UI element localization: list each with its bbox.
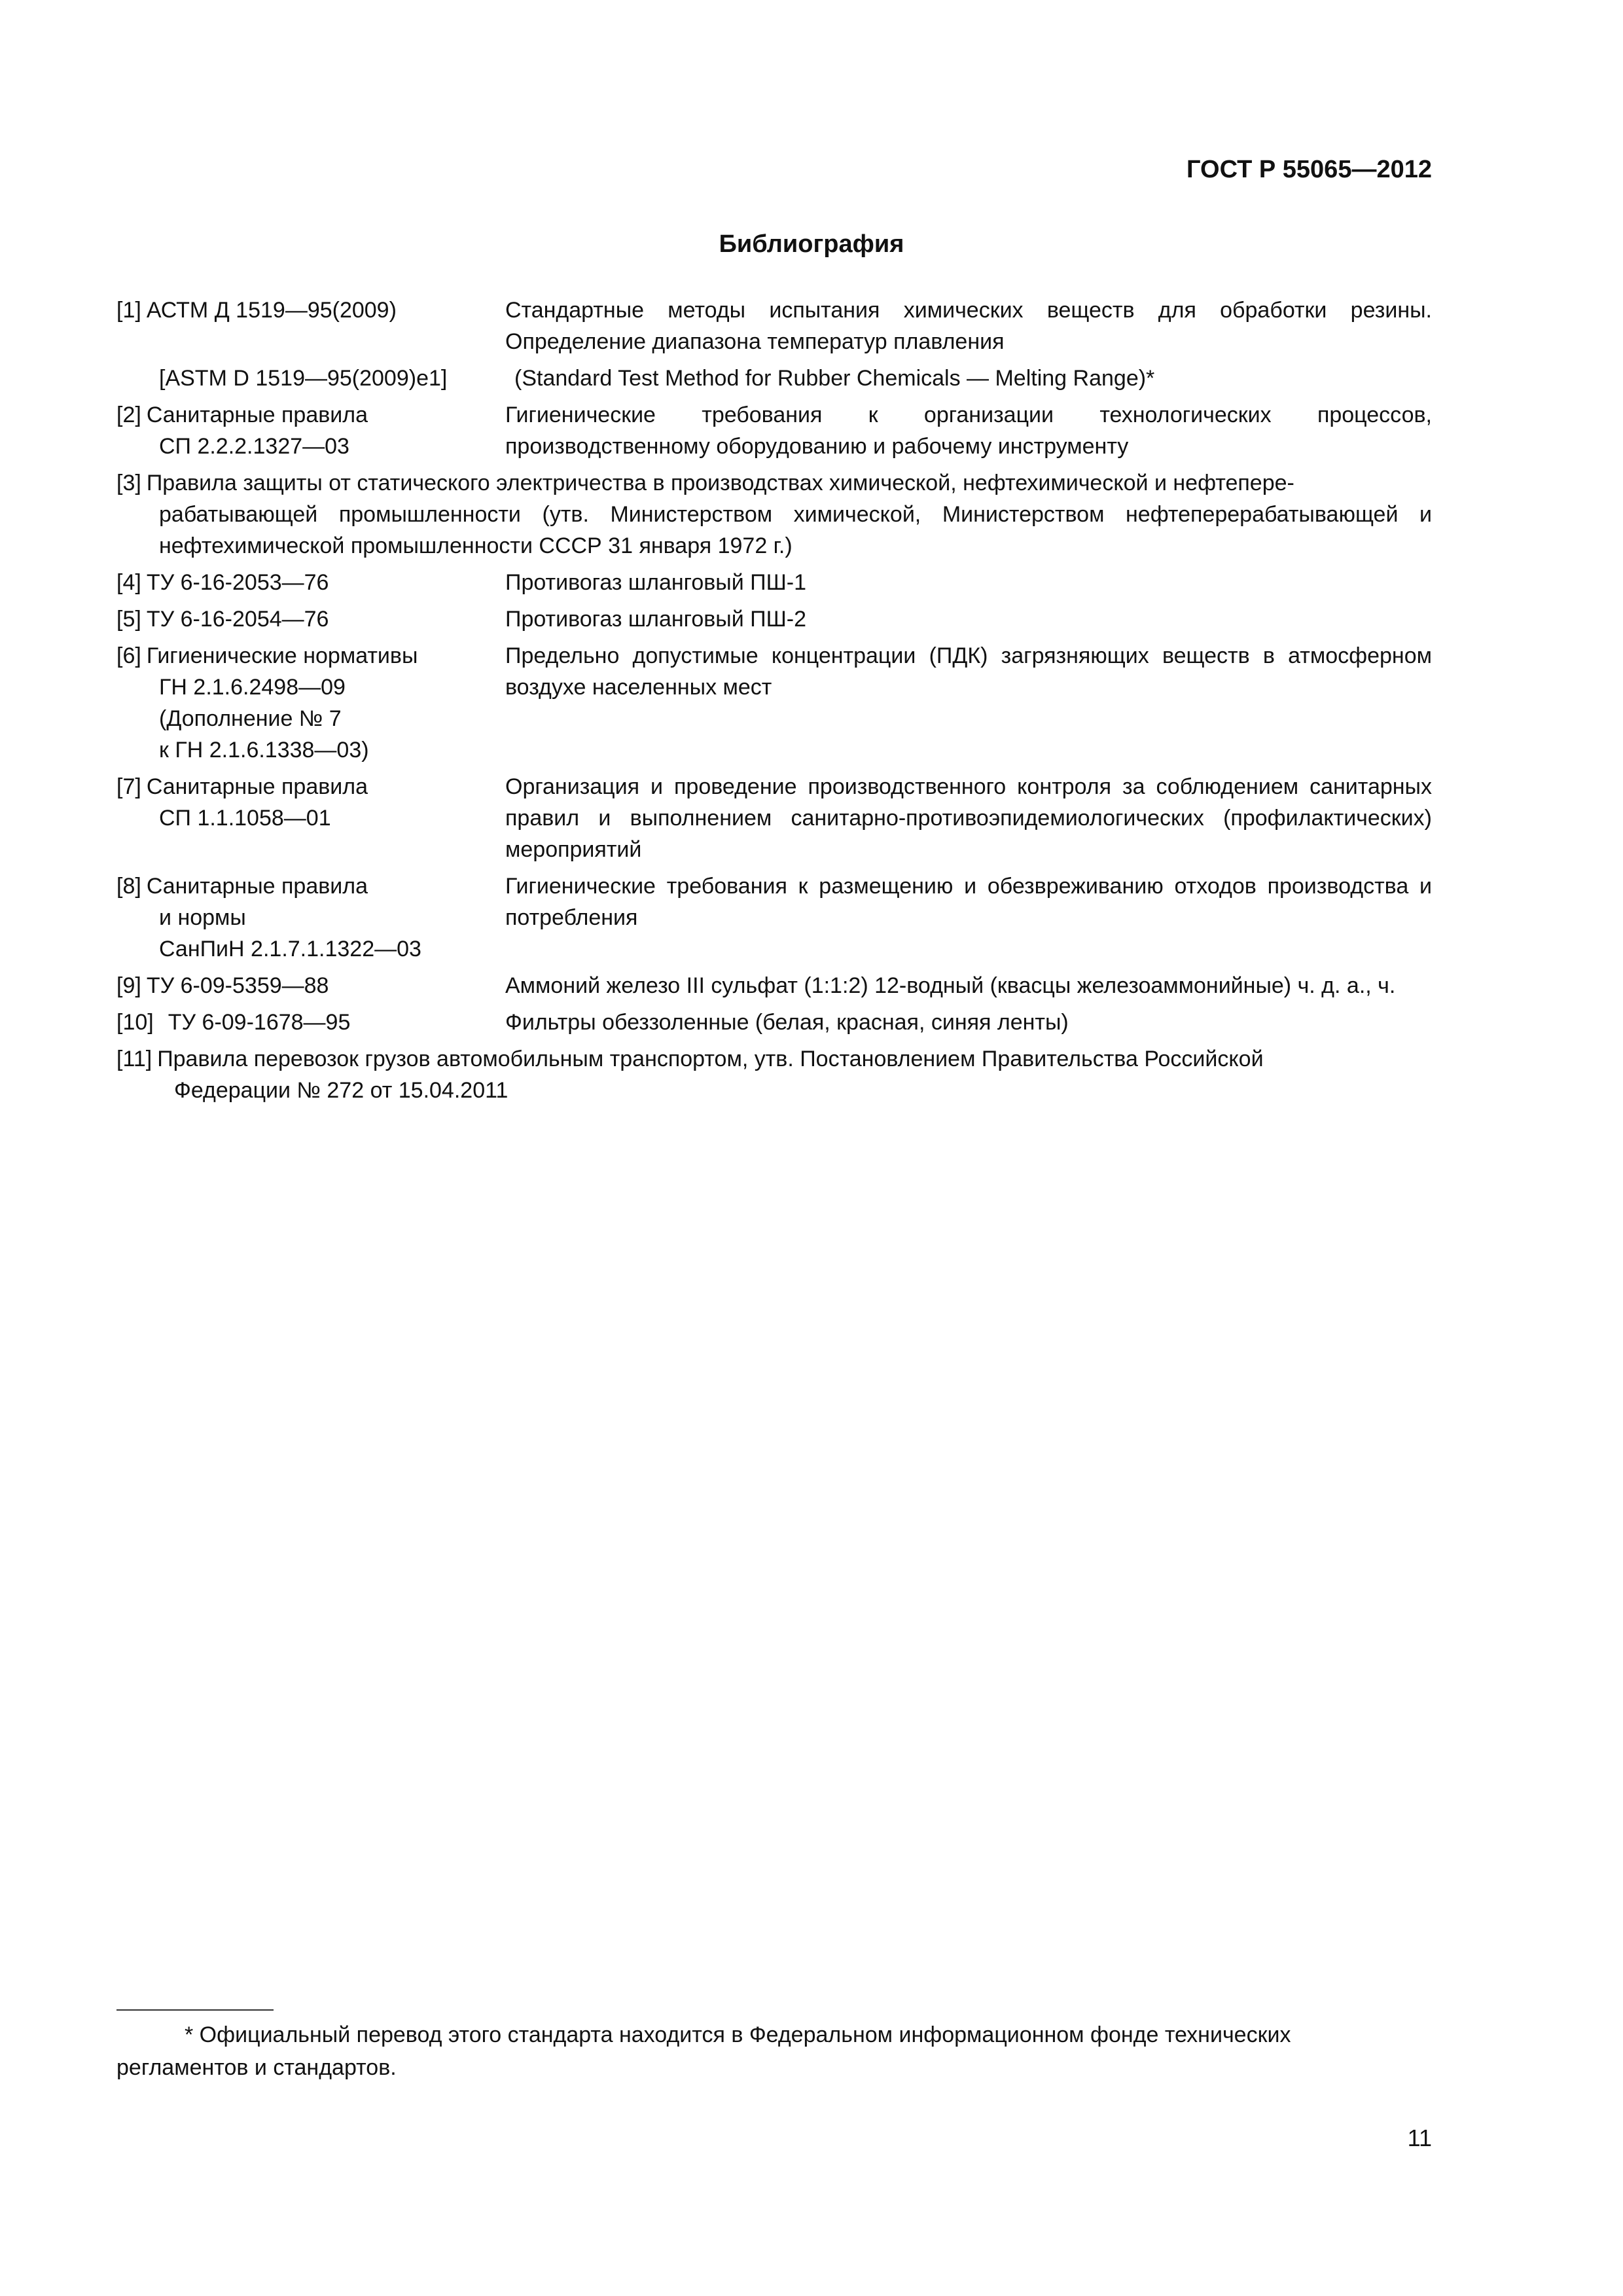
entry-title: Противогаз шланговый ПШ-1 xyxy=(505,570,807,595)
entry-code: СП 2.2.2.1327—03 xyxy=(159,434,349,459)
footnote-divider xyxy=(116,2009,274,2011)
bibliography-entry-5 xyxy=(116,603,1432,635)
entry-number: [4] xyxy=(116,570,141,595)
entry-original-title: (Standard Test Method for Rubber Chemicals — Melting Range)* xyxy=(514,366,1155,391)
entry-title-continuation: Федерации № 272 от 15.04.2011 xyxy=(174,1078,508,1103)
entry-addendum: (Дополнение № 7 xyxy=(159,706,342,731)
entry-reference xyxy=(116,970,505,1001)
entry-doc-type: Санитарные правила xyxy=(146,774,368,799)
bibliography-title: Библиография xyxy=(719,230,904,258)
entry-code: ГН 2.1.6.2498—09 xyxy=(159,675,346,700)
entry-doc-type: Санитарные правила xyxy=(146,403,368,427)
entry-number: [5] xyxy=(116,607,141,632)
entry-code: ТУ 6-16-2053—76 xyxy=(146,570,329,595)
entry-code: ТУ 6-09-5359—88 xyxy=(146,973,329,998)
entry-title: Противогаз шланговый ПШ-2 xyxy=(505,607,807,632)
entry-number: [3] xyxy=(116,471,141,495)
entry-title: Предельно допустимые концентрации (ПДК) загрязняющих веществ в атмосферном воздухе населенных мест xyxy=(505,643,1432,700)
entry-doc-type-cont: и нормы xyxy=(159,905,246,930)
entry-code: АСТМ Д 1519—95(2009) xyxy=(146,298,397,323)
bibliography-entry-8 xyxy=(116,870,1432,965)
entry-title-first-line: Правила перевозок грузов автомобильным транспортом, утв. Постановлением Правительства Российской xyxy=(157,1047,1264,1071)
entry-reference xyxy=(116,399,505,462)
entry-addendum-target: к ГН 2.1.6.1338—03) xyxy=(159,738,369,762)
entry-original-reference xyxy=(116,363,505,394)
footnote-line-2: регламентов и стандартов. xyxy=(116,2055,397,2080)
entry-reference xyxy=(116,870,505,965)
entry-number: [11] xyxy=(116,1047,152,1071)
entry-doc-type: Санитарные правила xyxy=(146,874,368,899)
bibliography-entry-2 xyxy=(116,399,1432,462)
entry-reference xyxy=(116,1007,505,1038)
bibliography-entry-4 xyxy=(116,567,1432,598)
bibliography-entry-3 xyxy=(116,467,1432,562)
bibliography-entry-9 xyxy=(116,970,1432,1001)
entry-code: СанПиН 2.1.7.1.1322—03 xyxy=(159,937,421,961)
entry-original-code: [ASTM D 1519—95(2009)e1] xyxy=(159,366,448,391)
entry-reference xyxy=(116,295,505,357)
entry-reference xyxy=(116,640,505,766)
entry-title: Аммоний железо III сульфат (1:1:2) 12-водный (квасцы железоаммонийные) ч. д. а., ч. xyxy=(505,973,1396,998)
entry-number: [7] xyxy=(116,774,141,799)
bibliography-entry-1 xyxy=(116,295,1432,357)
entry-number: [10] xyxy=(116,1010,154,1035)
entry-number: [1] xyxy=(116,298,141,323)
entry-number: [6] xyxy=(116,643,141,668)
bibliography-entry-6 xyxy=(116,640,1432,766)
bibliography-entry-1-original xyxy=(116,363,1432,394)
entry-title-continuation: рабатывающей промышленности (утв. Министерством химической, Министерством нефтеперерабатывающей и нефтехимической промышленности СССР 31 января 1972 г.) xyxy=(159,502,1432,558)
entry-reference xyxy=(116,567,505,598)
entry-code: СП 1.1.1058—01 xyxy=(159,806,331,831)
entry-title: Гигиенические требования к организации технологических процессов, производственному оборудованию и рабочему инструменту xyxy=(505,403,1432,459)
entry-doc-type: Гигиенические нормативы xyxy=(146,643,418,668)
footnote-line-1: * Официальный перевод этого стандарта находится в Федеральном информационном фонде технических xyxy=(185,2022,1291,2047)
entry-number: [2] xyxy=(116,403,141,427)
entry-code: ТУ 6-16-2054—76 xyxy=(146,607,329,632)
entry-reference xyxy=(116,771,505,865)
entry-title: Гигиенические требования к размещению и обезвреживанию отходов производства и потребления xyxy=(505,874,1432,930)
entry-code: ТУ 6-09-1678—95 xyxy=(168,1010,351,1035)
footnote xyxy=(116,2018,1432,2084)
bibliography-entry-11 xyxy=(116,1043,1432,1106)
entry-title: Фильтры обеззоленные (белая, красная, синяя ленты) xyxy=(505,1010,1069,1035)
standard-code-header: ГОСТ Р 55065—2012 xyxy=(1186,156,1432,183)
page-number: 11 xyxy=(1407,2125,1432,2151)
bibliography-entry-7 xyxy=(116,771,1432,865)
entry-number: [8] xyxy=(116,874,141,899)
entry-title-first-line: Правила защиты от статического электричества в производствах химической, нефтехимической и нефтепере- xyxy=(146,471,1294,495)
bibliography-entry-10 xyxy=(116,1007,1432,1038)
entry-reference xyxy=(116,603,505,635)
entry-number: [9] xyxy=(116,973,141,998)
entry-title: Организация и проведение производственного контроля за соблюдением санитарных правил и выполнением санитарно-противоэпидемиологических (профилактических) мероприятий xyxy=(505,774,1432,862)
entry-title: Стандартные методы испытания химических веществ для обработки резины. Определение диапазона температур плавления xyxy=(505,298,1432,354)
bibliography-list xyxy=(116,295,1432,1111)
